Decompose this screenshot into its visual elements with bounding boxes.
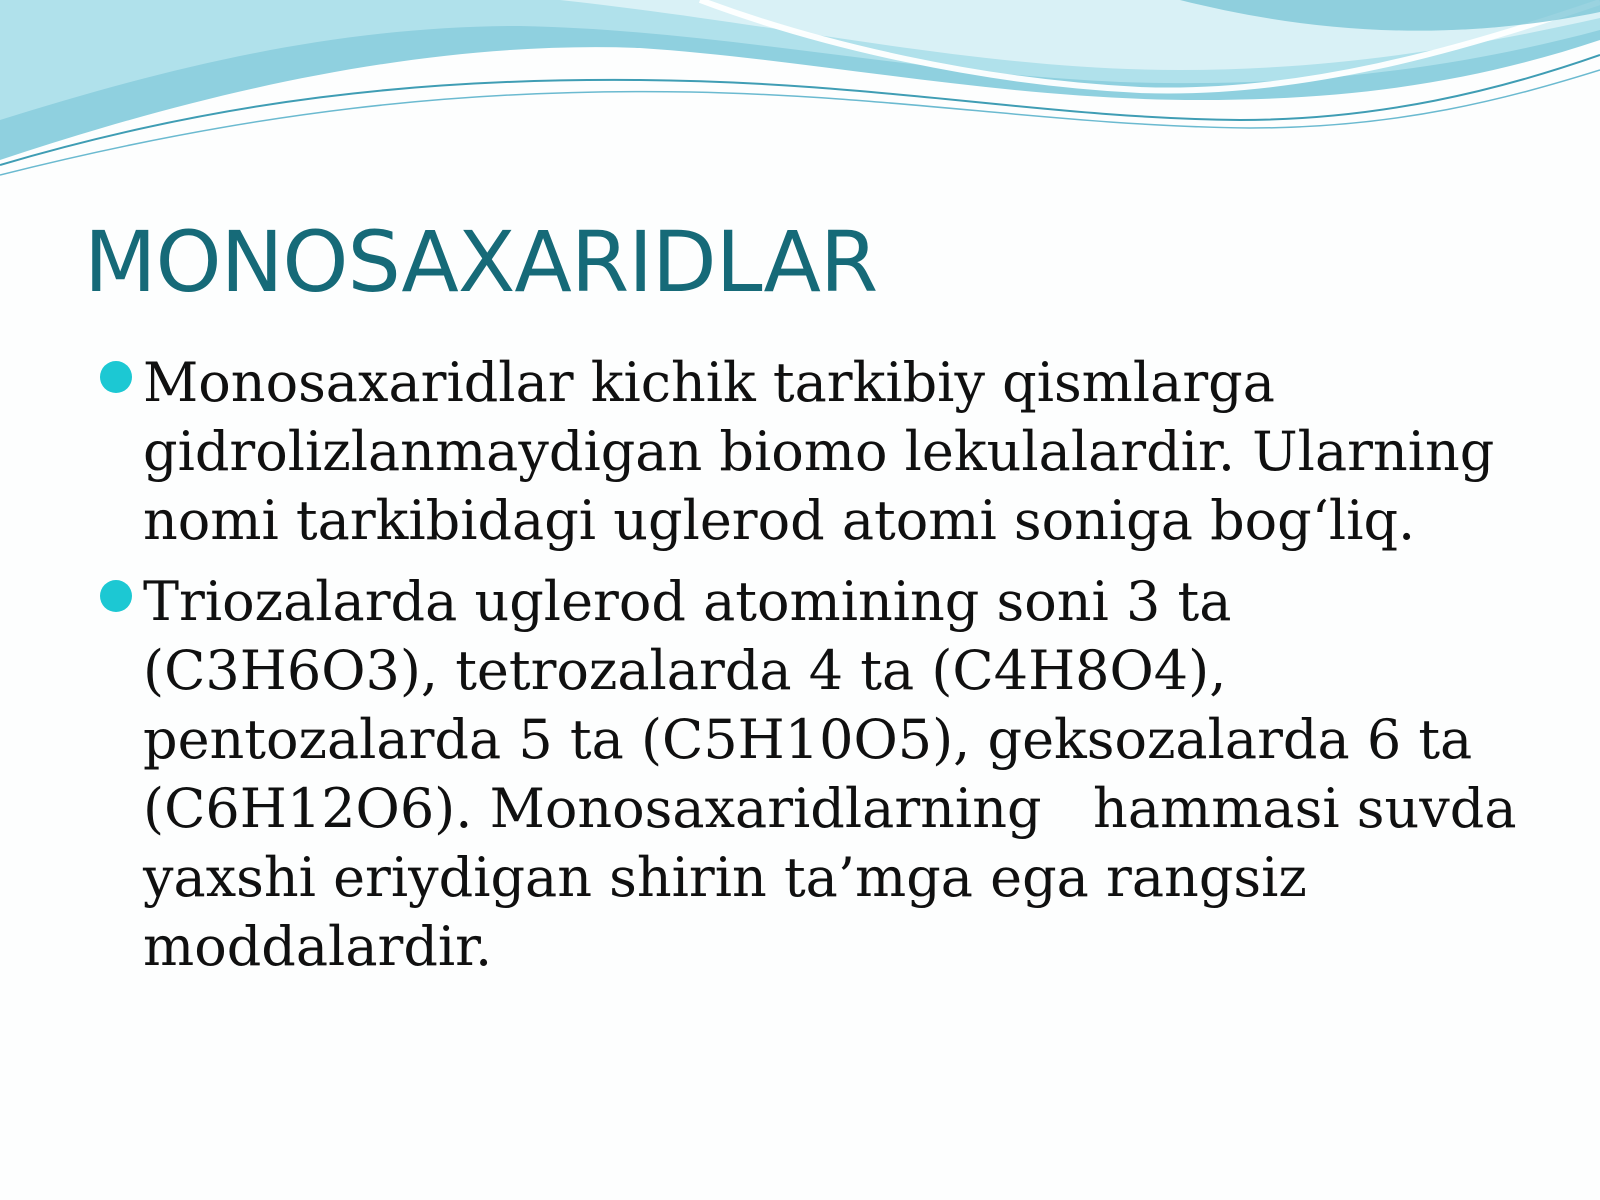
bullet-text: Triozalarda uglerod atomining soni 3 ta (C3H6O3), tetrozalarda 4 ta (C4H8O4), pentozalarda 5 ta (C5H10O5), geksozalarda 6 ta (C6H12O6). Monosaxaridlarning hammasi suvda yaxshi eriydigan shirin ta’mga ega rangsiz moddalardir. xyxy=(143,570,1534,978)
bullet-item xyxy=(0,348,1523,555)
bullet-dot-icon xyxy=(100,580,132,612)
bullet-list xyxy=(0,348,1600,993)
bullet-item xyxy=(0,567,1534,981)
slide-title: MONOSAXARIDLAR xyxy=(84,213,878,311)
bullet-dot-icon xyxy=(100,361,132,393)
wave-header-decoration xyxy=(0,0,1600,210)
bullet-text: Monosaxaridlar kichik tarkibiy qismlarga gidrolizlanmaydigan biomo lekulalardir. Ularning nomi tarkibidagi uglerod atomi soniga bog‘liq. xyxy=(143,351,1512,552)
